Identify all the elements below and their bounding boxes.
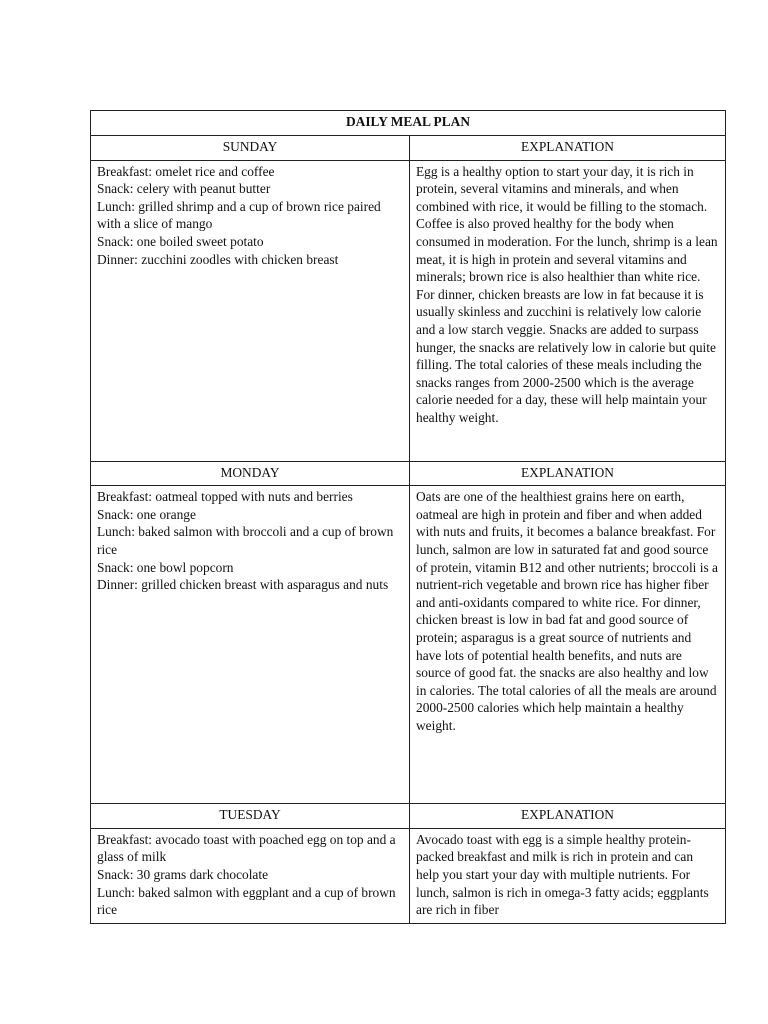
explanation-cell-sunday: Egg is a healthy option to start your day, it is rich in protein, several vitamins and minerals, and when combined with rice, it would be filling to the stomach. Coffee is also proved healthy for the body when consumed in moderation. For the lunch, shrimp is a lean meat, it is high in protein and several vitamins and minerals; brown rice is also healthier than white rice. For dinner, chicken breasts are low in fat because it is usually skinless and zucchini is relatively low calorie and a low starch veggie. Snacks are added to surpass hunger, the snacks are relatively low in calorie but quite filling. The total calories of these meals including the snacks ranges from 2000-2500 which is the average calorie needed for a day, these will help maintain your healthy weight. — [410, 160, 726, 461]
content-row-sunday — [91, 160, 726, 461]
explanation-header-sunday: EXPLANATION — [410, 136, 726, 161]
meals-cell-sunday — [91, 160, 410, 461]
meal-breakfast: Breakfast: avocado toast with poached egg on top and a glass of milk — [97, 831, 396, 865]
meal-lunch: Lunch: grilled shrimp and a cup of brown rice paired with a slice of mango — [97, 198, 381, 232]
meals-cell-tuesday — [91, 828, 410, 923]
explanation-header-monday: EXPLANATION — [410, 461, 726, 486]
day-header-monday: MONDAY — [91, 461, 410, 486]
meal-snack: Snack: one orange — [97, 506, 196, 522]
meal-plan-table — [90, 110, 726, 924]
meal-dinner: Dinner: grilled chicken breast with asparagus and nuts — [97, 577, 389, 593]
header-row-sunday — [91, 136, 726, 161]
meal-dinner: Dinner: zucchini zoodles with chicken breast — [97, 251, 339, 267]
meal-lunch: Lunch: baked salmon with eggplant and a cup of brown rice — [97, 884, 396, 918]
meal-breakfast: Breakfast: omelet rice and coffee — [97, 163, 275, 179]
meal-lunch: Lunch: baked salmon with broccoli and a cup of brown rice — [97, 524, 394, 557]
meal-breakfast: Breakfast: oatmeal topped with nuts and berries — [97, 489, 353, 505]
explanation-header-tuesday: EXPLANATION — [410, 804, 726, 829]
day-header-tuesday: TUESDAY — [91, 804, 410, 829]
day-header-sunday: SUNDAY — [91, 136, 410, 161]
explanation-cell-tuesday: Avocado toast with egg is a simple healthy protein-packed breakfast and milk is rich in protein and can help you start your day with multiple nutrients. For lunch, salmon is rich in omega-3 fatty acids; eggplants are rich in fiber — [410, 828, 726, 923]
header-row-tuesday — [91, 804, 726, 829]
meal-snack: Snack: one boiled sweet potato — [97, 233, 264, 249]
table-title: DAILY MEAL PLAN — [91, 111, 726, 136]
content-row-tuesday — [91, 828, 726, 923]
meals-cell-monday — [91, 486, 410, 804]
meal-snack: Snack: one bowl popcorn — [97, 559, 234, 575]
header-row-monday — [91, 461, 726, 486]
title-row — [91, 111, 726, 136]
meal-snack: Snack: 30 grams dark chocolate — [97, 866, 269, 882]
content-row-monday — [91, 486, 726, 804]
explanation-cell-monday: Oats are one of the healthiest grains here on earth, oatmeal are high in protein and fiber and when added with nuts and fruits, it becomes a balance breakfast. For lunch, salmon are low in saturated fat and good source of protein, vitamin B12 and other nutrients; broccoli is a nutrient-rich vegetable and brown rice has higher fiber and anti-oxidants compared to white rice. For dinner, chicken breast is low in bad fat and good source of protein; asparagus is a great source of nutrients and have lots of potential health benefits, and nuts are source of good fat. the snacks are also healthy and low in calories. The total calories of all the meals are around 2000-2500 calories which help maintain a healthy weight. — [410, 486, 726, 804]
meal-snack: Snack: celery with peanut butter — [97, 181, 271, 197]
